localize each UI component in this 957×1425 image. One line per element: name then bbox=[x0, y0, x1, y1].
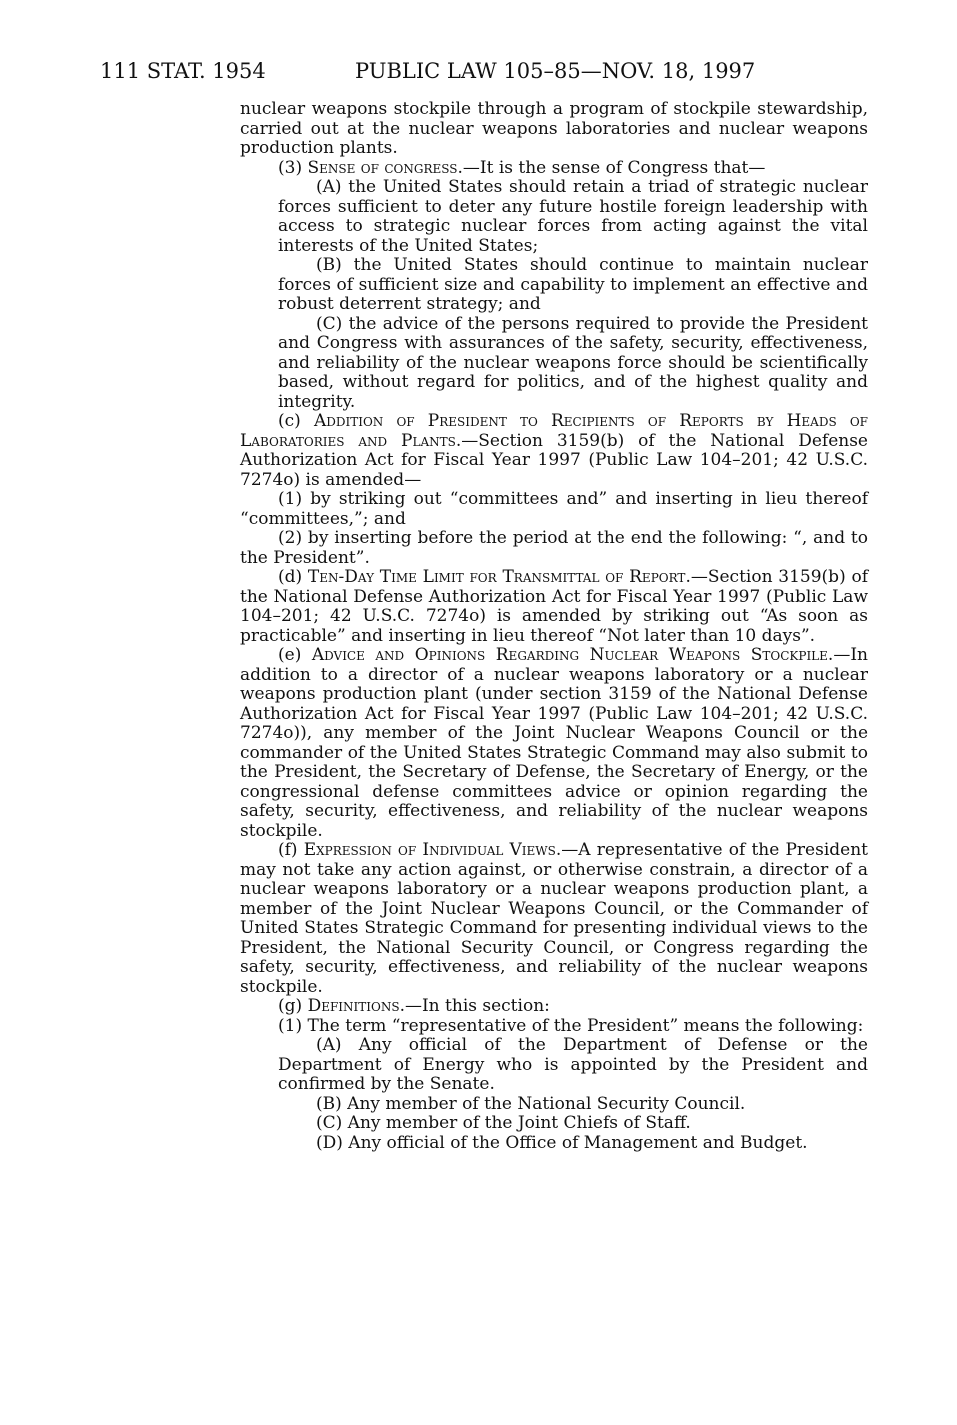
paragraph-3-sense-of-congress bbox=[240, 159, 868, 179]
subsection-g bbox=[240, 997, 868, 1017]
subsection-number: (c) bbox=[278, 411, 314, 431]
law-text bbox=[240, 100, 868, 1153]
subparagraph-3c: (C) the advice of the persons required to provide the President and Congress with assurances of the safety, security, effectiveness, and reliability of the nuclear weapons force should be scientifically based, without regard for politics, and of the highest quality and integrity. bbox=[278, 313, 868, 412]
subparagraph-g1c: (C) Any member of the Joint Chiefs of Staff. bbox=[316, 1113, 691, 1133]
subsection-text: .—Section 3159(b) of the National Defense Authorization Act for Fiscal Year 1997 (Public Law 104–201; 42 U.S.C. 7274o) is amended— bbox=[240, 430, 868, 490]
subparagraph-3a: (A) the United States should retain a triad of strategic nuclear forces sufficient to deter any future hostile foreign leadership with access to strategic nuclear forces from acting against the vital interests of the United States; bbox=[278, 177, 868, 256]
subsection-number: (e) bbox=[278, 645, 312, 665]
law-title: PUBLIC LAW 105–85—NOV. 18, 1997 bbox=[355, 59, 756, 83]
subsection-heading: Addition of President to Recipients of Reports by Heads of Laboratories and Plants bbox=[240, 411, 869, 451]
subsection-number: (d) bbox=[278, 567, 308, 587]
statute-citation: 111 STAT. 1954 bbox=[100, 59, 266, 83]
subsection-text: .—A representative of the President may not take any action against, or otherwise constrain, a director of a nuclear weapons laboratory or a nuclear weapons production plant, a member of the Joint Nuclear Weapons Council, or the Commander of United States Strategic Command for presenting individual views to the President, the National Security Council, or Congress regarding the safety, security, effectiveness, and reliability of the nuclear weapons stockpile. bbox=[240, 840, 868, 997]
subparagraph-g1a: (A) Any official of the Department of Defense or the Department of Energy who is appointed by the President and confirmed by the Senate. bbox=[278, 1035, 868, 1094]
subparagraph-g1b: (B) Any member of the National Security Council. bbox=[316, 1093, 746, 1114]
paragraph-text: .—It is the sense of Congress that— bbox=[457, 157, 766, 178]
subsection-heading: Ten-Day Time Limit for Transmittal of Report bbox=[307, 567, 686, 587]
subsection-number: (f) bbox=[278, 840, 304, 860]
subsection-f bbox=[240, 841, 868, 997]
subsection-number: (g) bbox=[278, 996, 308, 1016]
subsection-text: .—In this section: bbox=[399, 996, 550, 1016]
paragraph-heading: Sense of congress bbox=[307, 157, 458, 178]
subsection-heading: Definitions bbox=[307, 996, 400, 1016]
subsection-text: .—Section 3159(b) of the National Defense Authorization Act for Fiscal Year 1997 (Public Law 104–201; 42 U.S.C. 7274o) is amended by striking out “As soon as practicable” and inserting in lieu thereof “Not later than 10 days”. bbox=[240, 567, 868, 646]
subsection-c bbox=[240, 412, 868, 490]
subsection-heading: Advice and Opinions Regarding Nuclear Weapons Stockpile bbox=[311, 645, 828, 665]
paragraph-number: (3) bbox=[278, 157, 308, 178]
subparagraph-g1d: (D) Any official of the Office of Management and Budget. bbox=[316, 1132, 808, 1153]
subsection-d bbox=[240, 568, 868, 646]
clause-c1: (1) by striking out “committees and” and inserting in lieu thereof “committees,”; and bbox=[240, 489, 868, 529]
subsection-heading: Expression of Individual Views bbox=[303, 840, 556, 860]
subsection-text: .—In addition to a director of a nuclear weapons laboratory or a nuclear weapons production plant (under section 3159 of the National Defense Authorization Act for Fiscal Year 1997 (Public Law 104–201; 42 U.S.C. 7274o)), any member of the Joint Nuclear Weapons Council or the commander of the United States Strategic Command may also submit to the President, the Secretary of Defense, the Secretary of Energy, or the congressional defense committees advice or opinion regarding the safety, security, effectiveness, and reliability of the nuclear weapons stockpile. bbox=[240, 645, 868, 841]
clause-c2: (2) by inserting before the period at the end the following: “, and to the President”. bbox=[240, 528, 868, 568]
subsection-e bbox=[240, 646, 868, 841]
clause-g1: (1) The term “representative of the President” means the following: bbox=[278, 1015, 864, 1036]
paragraph-continuation: nuclear weapons stockpile through a program of stockpile stewardship, carried out at the nuclear weapons laboratories and nuclear weapons production plants. bbox=[240, 99, 868, 158]
subparagraph-3b: (B) the United States should continue to maintain nuclear forces of sufficient size and capability to implement an effective and robust deterrent strategy; and bbox=[278, 255, 868, 314]
